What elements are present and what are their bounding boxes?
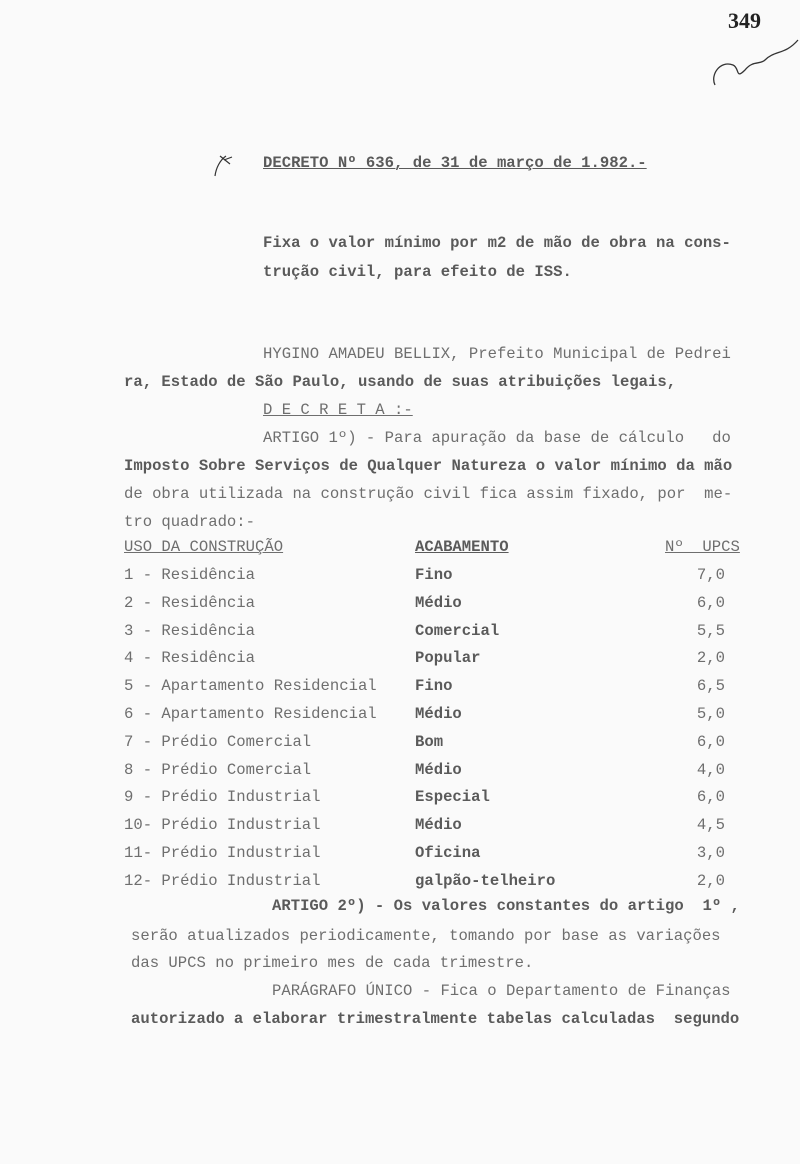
table-cell-upcs: 6,0 (696, 732, 725, 751)
table-cell-uso: 5 - Apartamento Residencial (124, 677, 377, 696)
preamble-line: ra, Estado de São Paulo, usando de suas atribuições legais, (124, 373, 677, 391)
decreta-heading: D E C R E T A :- (263, 401, 413, 419)
table-cell-acabamento: Médio (415, 593, 462, 612)
table-cell-acabamento: galpão-telheiro (415, 871, 556, 890)
table-cell-acabamento: Bom (415, 732, 444, 751)
table-cell-upcs: 4,5 (696, 816, 725, 835)
table-cell-uso: 1 - Residência (124, 566, 256, 584)
artigo2-line: serão atualizados periodicamente, tomando por base as variações (131, 927, 721, 945)
table-cell-acabamento: Médio (415, 816, 462, 835)
table-cell-upcs: 6,0 (696, 593, 725, 612)
table-cell-upcs: 3,0 (696, 844, 725, 862)
artigo2-line: das UPCS no primeiro mes de cada trimestre. (131, 954, 534, 972)
table-cell-upcs: 2,0 (696, 871, 725, 890)
paragrafo-line: PARÁGRAFO ÚNICO - Fica o Departamento de Finanças (272, 982, 731, 1000)
table-cell-uso: 2 - Residência (124, 593, 256, 612)
table-cell-acabamento: Fino (415, 677, 453, 696)
table-cell-uso: 8 - Prédio Comercial (124, 760, 312, 779)
table-header-acabamento: ACABAMENTO (415, 538, 509, 556)
table-cell-upcs: 4,0 (696, 760, 725, 779)
handwritten-initials (705, 35, 800, 95)
table-cell-acabamento: Especial (415, 788, 490, 807)
table-cell-uso: 6 - Apartamento Residencial (124, 705, 377, 723)
summary-line: trução civil, para efeito de ISS. (263, 263, 572, 281)
table-cell-upcs: 2,0 (696, 649, 725, 668)
summary-line: Fixa o valor mínimo por m2 de mão de obra na cons- (263, 234, 731, 252)
table-cell-upcs: 6,5 (696, 677, 725, 696)
table-cell-acabamento: Oficina (415, 844, 481, 862)
table-cell-uso: 4 - Residência (124, 649, 256, 668)
table-cell-acabamento: Comercial (415, 621, 500, 640)
artigo1-line: tro quadrado:- (124, 513, 256, 531)
table-header-upcs: Nº UPCS (665, 538, 740, 556)
table-header-uso: USO DA CONSTRUÇÃO (124, 538, 284, 556)
check-mark-icon (212, 152, 236, 178)
table-cell-acabamento: Fino (415, 566, 453, 584)
table-cell-uso: 11- Prédio Industrial (124, 844, 321, 862)
table-cell-upcs: 6,0 (696, 788, 725, 807)
table-cell-uso: 12- Prédio Industrial (124, 871, 321, 890)
table-cell-uso: 7 - Prédio Comercial (124, 732, 312, 751)
table-cell-acabamento: Médio (415, 760, 462, 779)
table-cell-upcs: 7,0 (696, 566, 725, 584)
decree-title: DECRETO Nº 636, de 31 de março de 1.982.- (263, 154, 647, 172)
paragrafo-line: autorizado a elaborar trimestralmente tabelas calculadas segundo (131, 1010, 740, 1028)
table-cell-uso: 10- Prédio Industrial (124, 816, 321, 835)
table-cell-upcs: 5,5 (696, 621, 725, 640)
table-cell-uso: 3 - Residência (124, 621, 256, 640)
artigo1-line: ARTIGO 1º) - Para apuração da base de cálculo do (263, 429, 731, 447)
artigo1-line: de obra utilizada na construção civil fica assim fixado, por me- (124, 485, 733, 503)
preamble-line: HYGINO AMADEU BELLIX, Prefeito Municipal de Pedrei (263, 345, 731, 363)
table-cell-acabamento: Popular (415, 649, 481, 668)
artigo1-line: Imposto Sobre Serviços de Qualquer Natureza o valor mínimo da mão (124, 457, 733, 475)
artigo2-line: ARTIGO 2º) - Os valores constantes do artigo 1º , (272, 897, 740, 915)
table-cell-acabamento: Médio (415, 705, 462, 723)
page-number: 349 (728, 8, 761, 33)
table-cell-upcs: 5,0 (696, 705, 725, 723)
table-cell-uso: 9 - Prédio Industrial (124, 788, 321, 807)
